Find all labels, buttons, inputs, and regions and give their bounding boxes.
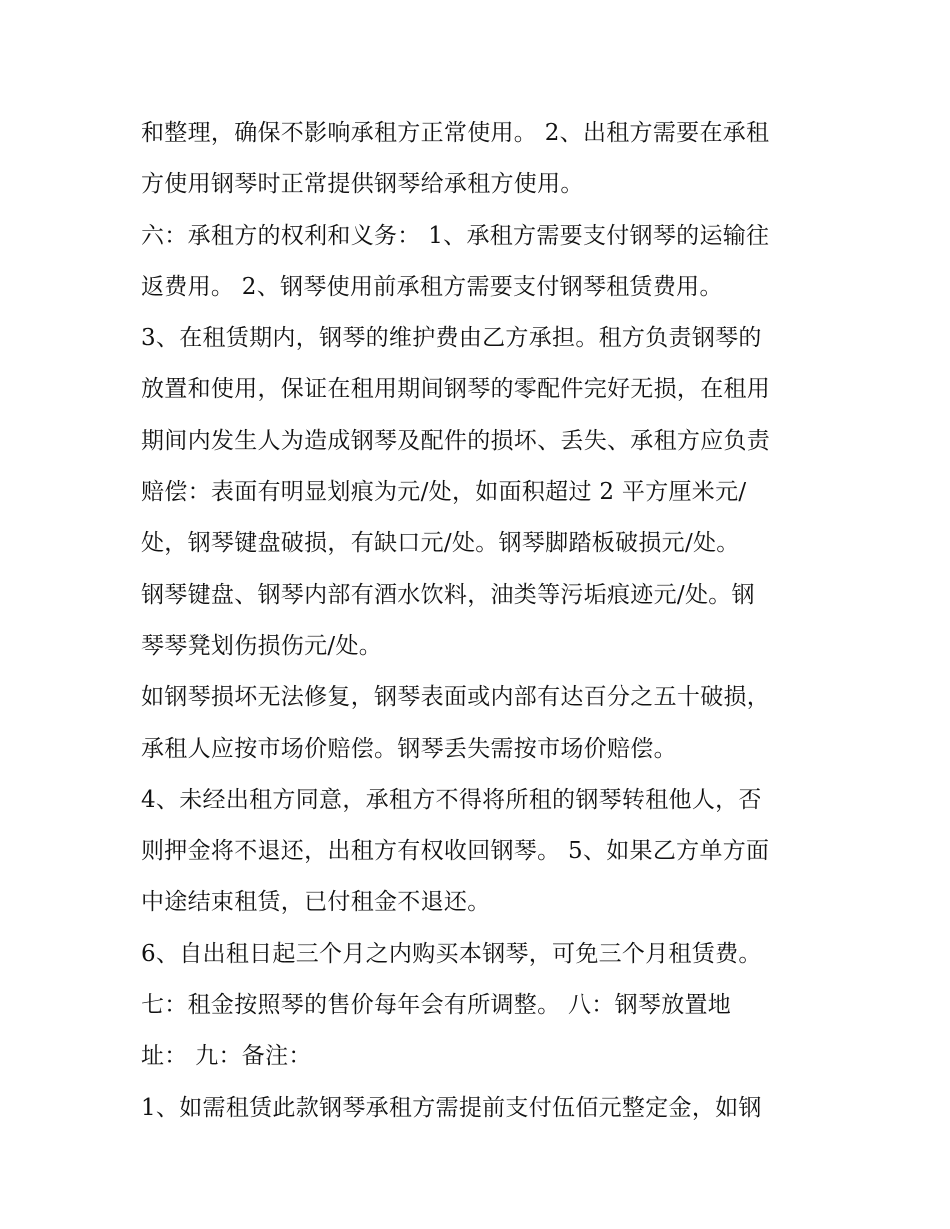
text-line: 七：租金按照琴的售价每年会有所调整。 八：钢琴放置地	[141, 992, 732, 1019]
text-line: 4、未经出租方同意，承租方不得将所租的钢琴转租他人，否	[141, 786, 762, 813]
text-line: 承租人应按市场价赔偿。钢琴丢失需按市场价赔偿。	[141, 735, 677, 762]
text-line: 6、自出租日起三个月之内购买本钢琴，可免三个月租赁费。	[141, 940, 762, 967]
text-line: 如钢琴损坏无法修复，钢琴表面或内部有达百分之五十破损，	[141, 684, 771, 711]
text-line: 址： 九：备注：	[141, 1043, 312, 1070]
text-line: 六：承租方的权利和义务： 1、承租方需要支付钢琴的运输往	[141, 222, 770, 249]
text-line: 赔偿：表面有明显划痕为元/处，如面积超过 2 平方厘米元/	[141, 479, 747, 506]
text-line: 则押金将不退还，出租方有权收回钢琴。 5、如果乙方单方面	[141, 838, 770, 865]
text-line: 3、在租赁期内，钢琴的维护费由乙方承担。租方负责钢琴的	[141, 325, 762, 352]
document-body	[141, 108, 821, 1134]
text-line: 方使用钢琴时正常提供钢琴给承租方使用。	[141, 171, 584, 198]
text-line: 琴琴凳划伤损伤元/处。	[141, 632, 383, 659]
text-line: 钢琴键盘、钢琴内部有酒水饮料，油类等污垢痕迹元/处。钢	[141, 581, 755, 608]
text-line: 和整理，确保不影响承租方正常使用。 2、出租方需要在承租	[141, 120, 770, 146]
text-line: 返费用。 2、钢琴使用前承租方需要支付钢琴租赁费用。	[141, 273, 723, 300]
text-line: 放置和使用，保证在租用期间钢琴的零配件完好无损，在租用	[141, 376, 771, 403]
text-line: 处，钢琴键盘破损，有缺口元/处。钢琴脚踏板破损元/处。	[141, 530, 740, 557]
text-line: 1、如需租赁此款钢琴承租方需提前支付伍佰元整定金，如钢	[141, 1094, 762, 1121]
text-line: 中途结束租赁，已付租金不退还。	[141, 889, 491, 916]
text-line: 期间内发生人为造成钢琴及配件的损坏、丢失、承租方应负责	[141, 427, 771, 454]
